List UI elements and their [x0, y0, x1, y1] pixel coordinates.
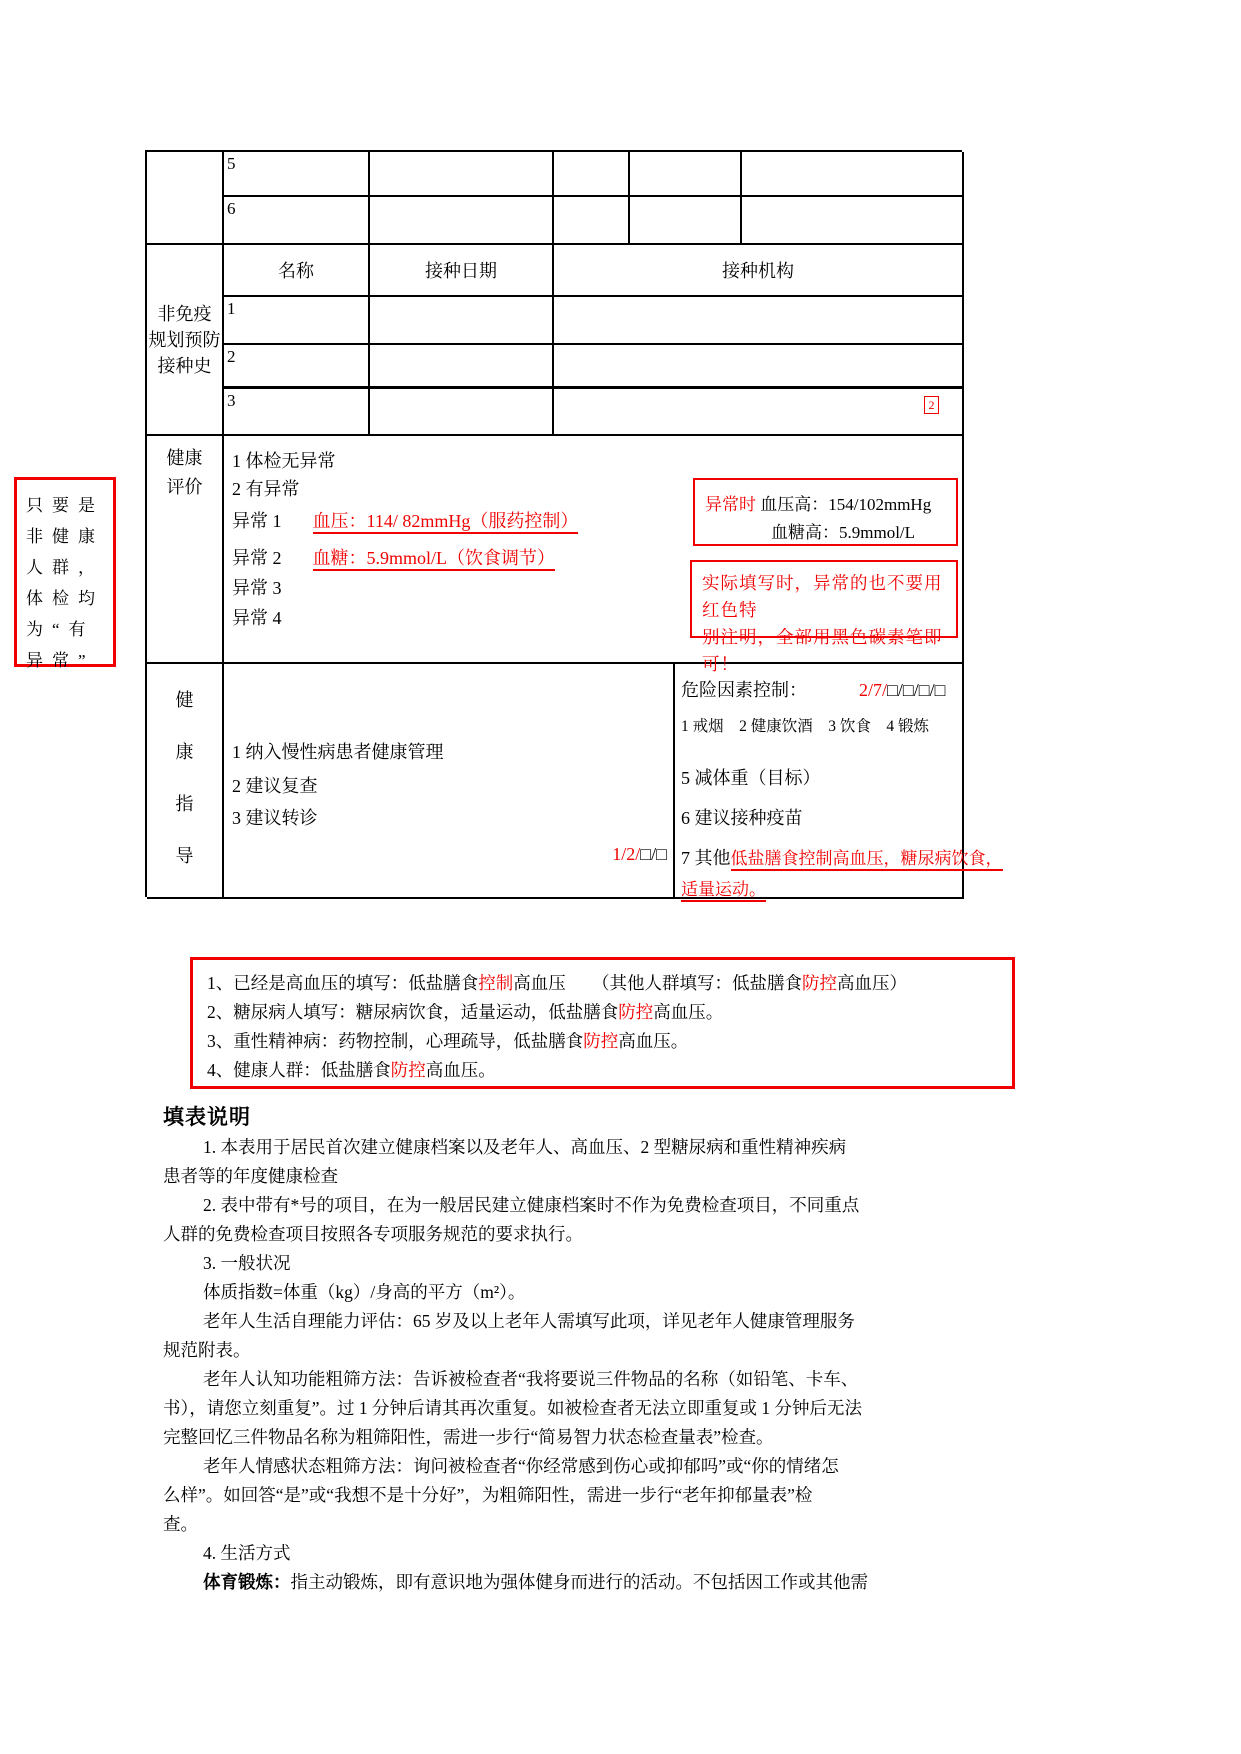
risk-option-7-value: 低盐膳食控制高血压，糖尿病饮食， [731, 849, 1003, 871]
instruction-line [203, 1191, 1093, 1220]
text-segment: 2、糖尿病人填写：糖尿病饮食，适量运动，低盐膳食 [207, 1002, 619, 1022]
label-char: 康 [175, 742, 194, 762]
warning-line: 别注明，全部用黑色碳素笔即可！ [702, 627, 943, 674]
text-segment: 3. 一般状况 [203, 1253, 291, 1273]
text-segment: 人群的免费检查项目按照各专项服务规范的要求执行。 [163, 1224, 583, 1244]
row-number: 3 [227, 391, 236, 410]
lab-row-6-cell[interactable] [370, 197, 554, 245]
risk-control-row [681, 676, 946, 702]
text-segment: 完整回忆三件物品名称为粗筛阳性，需进一步行“简易智力状态检查量表”检查。 [163, 1427, 774, 1447]
instruction-line [203, 1307, 1093, 1336]
text-segment: 3、重性精神病：药物控制，心理疏导，低盐膳食 [207, 1031, 584, 1051]
text-segment: 规范附表。 [163, 1340, 251, 1360]
guidance-item-3[interactable]: 3 建议转诊 [232, 808, 318, 828]
instruction-line [163, 1336, 1093, 1365]
risk-control-label: 危险因素控制： [681, 680, 807, 700]
evaluation-option-2[interactable]: 2 有异常 [232, 479, 300, 499]
header-text: 名称 [278, 261, 314, 281]
guidance-item-1[interactable]: 1 纳入慢性病患者健康管理 [232, 742, 444, 762]
risk-option-7-value-cont: 适量运动。 [681, 880, 766, 902]
abnormal-1-value[interactable]: 血压：114/ 82mmHg（服药控制） [313, 511, 579, 534]
guidance-item-2[interactable]: 2 建议复查 [232, 776, 318, 796]
text-segment: 4. 生活方式 [203, 1543, 291, 1563]
abnormal-1-label: 异常 1 [232, 511, 282, 531]
text-segment: 指主动锻炼，即有意识地为强体健身而进行的活动。不包括因工作或其他需 [290, 1572, 868, 1592]
guidance-answer-red: 1/2/ [612, 844, 641, 864]
risk-option-7[interactable] [681, 844, 1003, 870]
text-segment: 防控 [583, 1031, 619, 1051]
risk-answer-boxes[interactable]: □/□/□/□ [887, 680, 946, 700]
label-char: 指 [175, 794, 194, 814]
lab-row-5-cell[interactable] [554, 152, 630, 197]
vaccine-row-3-org-cell[interactable] [554, 389, 964, 436]
tip-line [207, 1027, 998, 1056]
warning-line: 实际填写时，异常的也不要用红色特 [702, 573, 943, 620]
instruction-line [163, 1481, 1093, 1510]
label-char: 导 [175, 846, 194, 866]
lab-row-5-name-cell[interactable] [224, 152, 370, 197]
tip-line [207, 998, 998, 1027]
guidance-label [147, 664, 224, 899]
risk-option-5[interactable]: 5 减体重（目标） [681, 768, 821, 788]
abnormal-bp-row [705, 490, 931, 515]
abnormal-2-label: 异常 2 [232, 548, 282, 568]
risk-option-7-label: 7 其他 [681, 848, 731, 868]
label-line: 评价 [166, 477, 203, 497]
header-vaccine-org [554, 245, 964, 297]
abnormal-bp-value: 血压高：154/102mmHg [760, 495, 932, 514]
label-line: 规划预防 [148, 329, 221, 350]
text-segment: 患者等的年度健康检查 [163, 1166, 338, 1186]
lab-row-6-cell[interactable] [554, 197, 630, 245]
margin-note-box [14, 477, 116, 670]
margin-note-line: 异常” [26, 651, 95, 670]
instructions-heading: 填表说明 [163, 1106, 251, 1129]
header-text: 接种机构 [722, 261, 794, 281]
text-segment: 高血压） [837, 973, 907, 993]
margin-note-line: 只要是 [26, 496, 104, 515]
text-segment: 2. 表中带有*号的项目，在为一般居民建立健康档案时不作为免费检查项目，不同重点 [203, 1195, 860, 1215]
text-segment: 高血压。 [653, 1002, 724, 1022]
text-segment: 老年人情感状态粗筛方法：询问被检查者“你经常感到伤心或抑郁吗”或“你的情绪怎 [203, 1456, 839, 1476]
abnormal-tag: 异常时 [705, 495, 756, 514]
abnormal-2-row [232, 544, 555, 570]
text-segment: 4、健康人群：低盐膳食 [207, 1060, 391, 1080]
text-segment: 体育锻炼： [203, 1572, 291, 1592]
label-char: 健 [175, 690, 194, 710]
label-line: 接种史 [157, 355, 212, 376]
risk-answer-red[interactable]: 2/7/ [859, 680, 888, 700]
text-segment: 书），请您立刻重复”。过 1 分钟后请其再次重复。如被检查者无法立即重复或 1 分钟后无法 [163, 1398, 863, 1418]
abnormal-3-label[interactable]: 异常 3 [232, 578, 282, 598]
abnormal-1-row [232, 507, 578, 533]
row-number: 6 [227, 199, 236, 218]
warning-note-box [690, 560, 958, 674]
instruction-line [163, 1510, 1093, 1539]
text-segment: 老年人认知功能粗筛方法：告诉被检查者“我将要说三件物品的名称（如铅笔、卡车、 [203, 1369, 859, 1389]
lab-row-5-cell[interactable] [370, 152, 554, 197]
vaccine-row-2-org-cell[interactable] [554, 345, 964, 389]
instruction-line [203, 1278, 1093, 1307]
row-number: 5 [227, 154, 236, 173]
guidance-answer[interactable] [612, 844, 667, 865]
label-cell-empty [147, 152, 224, 245]
text-segment: 查。 [163, 1514, 198, 1534]
comment-ref-badge[interactable]: 2 [924, 396, 939, 414]
evaluation-label [147, 436, 224, 664]
vaccine-row-1-name-cell[interactable] [224, 297, 370, 345]
lab-row-6-cell[interactable] [742, 197, 964, 245]
label-line: 健康 [166, 448, 203, 468]
text-segment: 体质指数=体重（kg）/身高的平方（m²）。 [203, 1282, 526, 1302]
instruction-line [203, 1365, 1093, 1394]
margin-note-line: 人群， [26, 558, 104, 577]
text-segment: 1. 本表用于居民首次建立健康档案以及老年人、高血压、2 型糖尿病和重性精神疾病 [203, 1137, 847, 1157]
row-number: 1 [227, 299, 236, 318]
instruction-line [203, 1539, 1093, 1568]
risk-factor-cell [675, 664, 1003, 899]
guidance-items-cell [224, 664, 675, 899]
text-segment: 么样”。如回答“是”或“我想不是十分好”，为粗筛阳性，需进一步行“老年抑郁量表”检 [163, 1485, 813, 1505]
text-segment: 防控 [390, 1060, 426, 1080]
tip-line [207, 969, 998, 998]
instruction-line [203, 1133, 1093, 1162]
instruction-line [203, 1568, 1093, 1597]
header-vaccine-date [370, 245, 554, 297]
vaccine-row-2-name-cell[interactable] [224, 345, 370, 389]
text-segment: 高血压。 [425, 1060, 496, 1080]
header-vaccine-name [224, 245, 370, 297]
abnormal-2-value[interactable]: 血糖：5.9mmol/L（饮食调节） [313, 548, 556, 571]
abnormal-4-label[interactable]: 异常 4 [232, 608, 282, 628]
header-text: 接种日期 [425, 261, 497, 281]
lab-row-6-cell[interactable] [630, 197, 742, 245]
vaccine-history-label [147, 245, 224, 436]
text-segment: 控制 [478, 973, 514, 993]
text-segment: 1、已经是高血压的填写：低盐膳食 [207, 973, 479, 993]
margin-note-line: 为“有 [26, 620, 95, 639]
instructions-body [163, 1133, 1093, 1597]
lab-row-6-name-cell[interactable] [224, 197, 370, 245]
vaccine-row-3-name-cell[interactable] [224, 389, 370, 436]
tip-line [207, 1056, 998, 1085]
label-line: 非免疫 [157, 303, 212, 324]
risk-option-6[interactable]: 6 建议接种疫苗 [681, 808, 803, 828]
abnormal-glucose-value: 血糖高：5.9mmol/L [771, 523, 916, 542]
instruction-line [203, 1249, 1093, 1278]
vaccine-row-1-date-cell[interactable] [370, 297, 554, 345]
text-segment: 防控 [802, 973, 837, 993]
text-segment: 高血压 （其他人群填写：低盐膳食 [513, 973, 802, 993]
evaluation-option-1[interactable]: 1 体检无异常 [232, 451, 336, 471]
guidance-tips-box [190, 957, 1015, 1089]
vaccine-row-2-date-cell[interactable] [370, 345, 554, 389]
row-number: 2 [227, 347, 236, 366]
instruction-line [163, 1162, 1093, 1191]
abnormal-values-box [693, 478, 958, 546]
lab-row-5-cell[interactable] [630, 152, 742, 197]
margin-note-line: 非健康 [26, 527, 104, 546]
text-segment: 老年人生活自理能力评估：65 岁及以上老年人需填写此项，详见老年人健康管理服务 [203, 1311, 855, 1331]
instruction-line [163, 1423, 1093, 1452]
vaccine-row-3-date-cell[interactable] [370, 389, 554, 436]
instruction-line [163, 1220, 1093, 1249]
risk-option-7-cont [681, 875, 766, 900]
guidance-answer-boxes: □/□ [640, 844, 667, 864]
text-segment: 高血压。 [618, 1031, 689, 1051]
text-segment: 防控 [618, 1002, 654, 1022]
instruction-line [203, 1452, 1093, 1481]
margin-note-line: 体检均 [26, 589, 104, 608]
instruction-line [163, 1394, 1093, 1423]
risk-options-1to4[interactable]: 1 戒烟 2 健康饮酒 3 饮食 4 锻炼 [681, 718, 930, 735]
lab-row-5-cell[interactable] [742, 152, 964, 197]
vaccine-row-1-org-cell[interactable] [554, 297, 964, 345]
